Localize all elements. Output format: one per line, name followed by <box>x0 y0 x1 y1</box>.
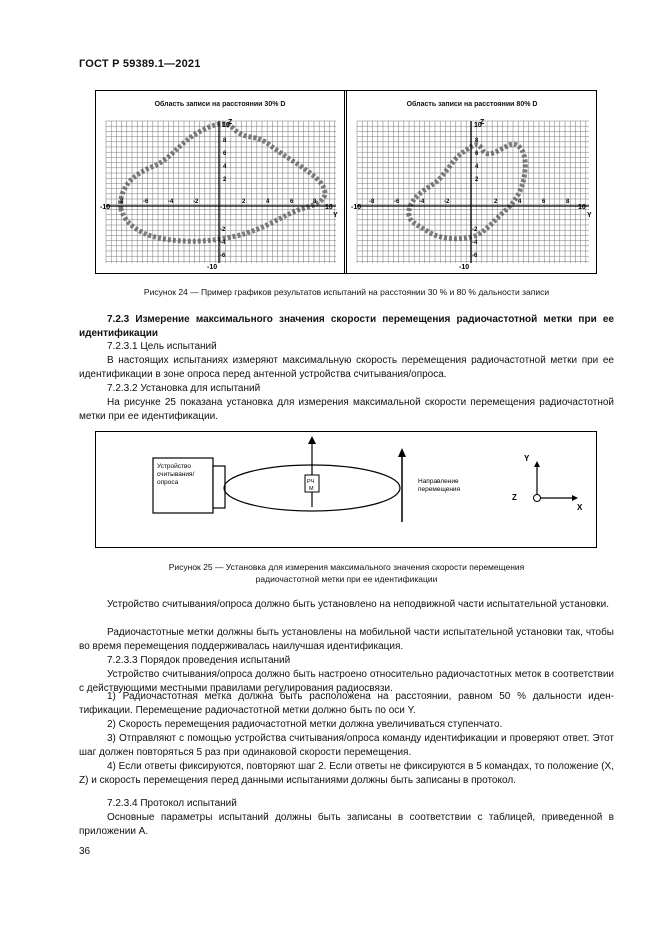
tick-label: 8 <box>475 138 479 144</box>
tick-label: -2 <box>472 227 478 233</box>
setup-diagram-svg <box>96 432 596 547</box>
tick-label: -2 <box>193 199 199 205</box>
document-header: ГОСТ Р 59389.1—2021 <box>79 58 201 70</box>
tick-label: -6 <box>472 253 478 259</box>
tick-label: 8 <box>313 199 317 205</box>
tick-label: 10 <box>325 204 333 211</box>
subsection-title: 7.2.3.2 Установка для испытаний <box>107 383 261 394</box>
plot-title-left: Область записи на расстоянии 30% D <box>154 101 286 108</box>
tick-label: -10 <box>207 264 218 271</box>
tick-label: 2 <box>223 177 227 183</box>
figure-25-caption <box>79 561 614 585</box>
reader-antenna <box>213 466 225 508</box>
section-number: 7.2.3 <box>107 314 130 325</box>
figure-24-caption: Рисунок 24 — Пример графиков результатов испытаний на расстоянии 30 % и 80 % дальности записи <box>143 287 550 297</box>
tick-label: 8 <box>566 199 570 205</box>
paragraph: Радиочастотные метки должны быть установлены на мобильной части испытательной установки так, чтобы во время перемещения поддерживалась наилучшая идентификация. <box>79 627 614 652</box>
section-heading <box>79 313 614 341</box>
axis-label-y: Y <box>333 212 338 219</box>
tick-label: 4 <box>518 199 522 205</box>
paragraph: Устройство считывания/опроса должно быть установлено на неподвижной части испытательной установки. <box>107 599 609 610</box>
tick-label: 10 <box>578 204 586 211</box>
subsection-title: 7.2.3.4 Протокол испытаний <box>107 798 237 809</box>
tick-label: 8 <box>223 138 227 144</box>
tick-label: -4 <box>168 199 174 205</box>
tick-label: -6 <box>394 199 400 205</box>
tick-label: 6 <box>475 151 479 157</box>
tick-label: 2 <box>242 199 246 205</box>
tick-label: 10 <box>474 122 482 129</box>
list-item: 4) Если ответы фиксируются, повторяют шаг 2. Если ответы не фиксируются в 5 командах, то положение (X, Z) и скорость перемещения перед данными испытаниями должны быть записаны в протокол. <box>79 761 614 786</box>
z-axis-marker <box>534 495 541 502</box>
caption-line: Рисунок 25 — Установка для измерения максимального значения скорости перемещения <box>168 562 525 572</box>
list-item: 1) Радиочастотная метка должна быть расположена на расстоянии, равном 50 % дальности идентификации. Перемещение радиочастотной метки должно быть по оси Y. <box>79 691 614 716</box>
tick-label: -8 <box>369 199 375 205</box>
caption-line: радиочастотной метки при ее идентификации <box>255 574 438 584</box>
figure-25 <box>95 431 597 548</box>
tick-label: 4 <box>475 164 479 170</box>
tick-label: -2 <box>220 227 226 233</box>
axis-label-z: Z <box>480 119 485 126</box>
page-number: 36 <box>79 846 91 857</box>
tick-label: 4 <box>223 164 227 170</box>
axis-label-x: X <box>577 503 583 512</box>
tick-label: -4 <box>472 240 478 246</box>
tick-label: -8 <box>118 199 124 205</box>
tick-label: -6 <box>220 253 226 259</box>
plot-right-svg <box>347 91 597 273</box>
tick-label: 6 <box>542 199 546 205</box>
motion-arrow-head <box>398 448 406 457</box>
tick-label: 2 <box>475 177 479 183</box>
tick-label: 2 <box>494 199 498 205</box>
reader-label: Устройство считывания/ опроса <box>157 463 195 486</box>
axis-label-z: Z <box>512 493 517 502</box>
paragraph: Основные параметры испытаний должны быть записаны в соответствии с таблицей, приведенной в приложении А. <box>79 812 614 837</box>
list-item: 2) Скорость перемещения радиочастотной метки должна увеличиваться ступенчато. <box>107 719 503 730</box>
direction-label: Направление перемещения <box>418 478 461 493</box>
tick-label: -10 <box>459 264 470 271</box>
plot-left-svg <box>96 91 344 273</box>
tick-label: -4 <box>419 199 425 205</box>
paragraph: На рисунке 25 показана установка для измерения максимальной скорости перемещения радиочастотной метки при ее идентификации. <box>79 397 614 422</box>
subsection-title: 7.2.3.3 Порядок проведения испытаний <box>107 655 291 666</box>
axis-label-y: Y <box>524 454 530 463</box>
subsection-title: 7.2.3.1 Цель испытаний <box>107 341 217 352</box>
axis-label-z: Z <box>228 119 233 126</box>
rfid-tag-label: РЧ М <box>307 479 315 492</box>
tick-label: 10 <box>222 122 230 129</box>
tag-arrow-head <box>308 436 316 444</box>
tick-label: -4 <box>220 240 226 246</box>
tick-label: 4 <box>266 199 270 205</box>
paragraph: Устройство считывания/опроса должно быть настроено относительно радиочастотных меток в соответствии с действующими местными правилами регулирования радиосвязи. <box>79 669 614 694</box>
tick-label: -6 <box>143 199 149 205</box>
tick-label: -10 <box>351 204 362 211</box>
list-item: 3) Отправляют с помощью устройства считывания/опроса команду идентификации и проверяют ответ. Этот шаг должен повторяться 5 раз при одинаковой скорости перемещения. <box>79 733 614 758</box>
paragraph: В настоящих испытаниях измеряют максимальную скорость перемещения радиочастотной метки при ее идентификации в зоне опроса перед антенной устройства считывания/опроса. <box>79 355 614 380</box>
tick-label: -2 <box>444 199 450 205</box>
tick-label: 6 <box>223 151 227 157</box>
section-title: Измерение максимального значения скорости перемещения радиочастотной метки при ее идентификации <box>79 314 614 339</box>
figure-24 <box>95 90 597 274</box>
plot-panel-left <box>96 91 345 273</box>
plot-panel-right <box>346 91 597 273</box>
tick-label: 6 <box>290 199 294 205</box>
axis-label-y: Y <box>587 212 592 219</box>
tick-label: -10 <box>100 204 111 211</box>
plot-title-right: Область записи на расстоянии 80% D <box>406 101 538 108</box>
